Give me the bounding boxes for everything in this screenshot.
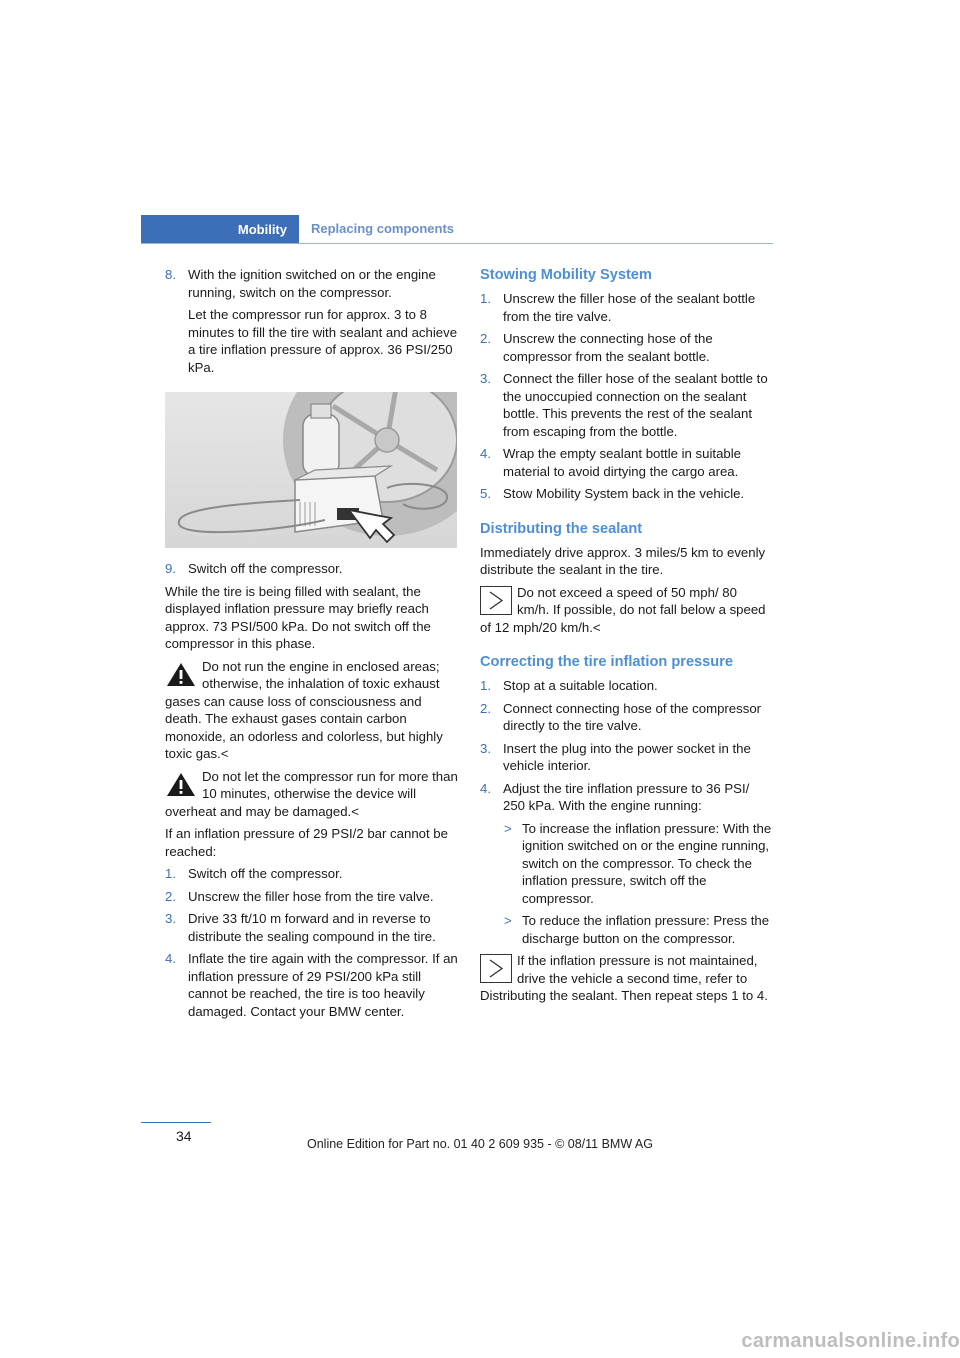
step-number: 3. <box>480 371 491 386</box>
watermark: carmanualsonline.info <box>741 1330 960 1352</box>
heading-correcting: Correcting the tire inflation pressure <box>480 654 734 670</box>
step-number: 4. <box>480 446 491 461</box>
step-number: 1. <box>480 678 491 693</box>
left-column <box>165 266 458 1025</box>
note-pressure-not-maintained <box>480 952 772 1005</box>
heading-stowing: Stowing Mobility System <box>480 267 652 283</box>
warning-text: Do not let the compressor run for more than 10 minutes, otherwise the device will overheat and may be damaged. <box>165 768 458 819</box>
sub-item-text: To increase the inflation pressure: With the ignition switched on or the engine running, switch on the compressor. To check the inflation pressure, switch off the compressor. <box>522 820 772 906</box>
step-8 <box>165 266 458 376</box>
list-item <box>480 485 772 503</box>
note-arrow-icon <box>480 586 512 615</box>
step-number: 9. <box>165 561 176 576</box>
warning-icon <box>165 660 197 689</box>
section-tab: Mobility <box>141 215 299 243</box>
warning-note-exhaust <box>165 658 458 763</box>
footer-rule <box>141 1122 211 1123</box>
step-number: 2. <box>480 331 491 346</box>
sub-item <box>503 912 772 947</box>
step-text: Connect connecting hose of the compressor directly to the tire valve. <box>503 700 762 733</box>
chapter-title: Replacing components <box>311 221 455 236</box>
step-text: Adjust the tire inflation pressure to 36 PSI/ 250 kPa. With the engine running: <box>503 780 750 813</box>
note-speed <box>480 584 772 637</box>
step-text: Unscrew the connecting hose of the compressor from the sealant bottle. <box>503 331 713 364</box>
step-text: Stow Mobility System back in the vehicle. <box>503 486 745 501</box>
step-number: 1. <box>480 291 491 306</box>
step-9 <box>165 560 458 578</box>
step-text: Switch off the compressor. <box>188 866 343 881</box>
list-item <box>165 865 458 883</box>
filling-paragraph: While the tire is being filled with sealant, the displayed inflation pressure may briefly reach approx. 73 PSI/500 kPa. Do not switch off the compressor in this phase. <box>165 583 431 651</box>
step-number: 2. <box>165 888 176 904</box>
list-item <box>165 950 458 1020</box>
step-text: Unscrew the filler hose from the tire valve. <box>188 888 434 904</box>
sub-item-text: To reduce the inflation pressure: Press the discharge button on the compressor. <box>522 913 770 946</box>
step-text: Connect the filler hose of the sealant bottle to the unoccupied connection on the sealant bottle. This prevents the rest of the sealant from escaping from the bottle. <box>503 371 768 439</box>
step-text: Inflate the tire again with the compressor. If an inflation pressure of 29 PSI/200 kPa still cannot be reached, the tire is too heavily damaged. Contact your BMW center. <box>188 951 458 1019</box>
warning-text: Do not run the engine in enclosed areas; otherwise, the inhalation of toxic exhaust gases can cause loss of consciousness and death. The exhaust gases contain carbon monoxide, an odorless and colorless, but highly toxic gas. <box>165 658 443 761</box>
step-text: Unscrew the filler hose of the sealant bottle from the tire valve. <box>503 291 756 324</box>
bullet-arrow: > <box>504 820 512 836</box>
page-number: 34 <box>176 1128 192 1144</box>
step-number: 2. <box>480 700 491 716</box>
end-mark: < <box>351 803 359 819</box>
right-column <box>480 266 772 1010</box>
sub-item <box>503 820 772 908</box>
list-item <box>165 888 458 906</box>
step-number: 3. <box>165 911 176 926</box>
note-text: Do not exceed a speed of 50 mph/ 80 km/h. If possible, do not fall below a speed of 12 mph/20 km/h. <box>480 584 766 635</box>
step-text: With the ignition switched on or the engine running, switch on the compressor. <box>188 267 436 300</box>
step-text: Stop at a suitable location. <box>503 678 658 693</box>
list-item <box>480 740 772 775</box>
step-number: 4. <box>165 951 176 966</box>
page-header <box>141 215 773 244</box>
list-item <box>480 370 772 440</box>
warning-icon <box>165 770 197 799</box>
list-item <box>480 290 772 325</box>
footer-edition: Online Edition for Part no. 01 40 2 609 935 - © 08/11 BMW AG <box>307 1137 653 1151</box>
step-number: 5. <box>480 486 491 501</box>
step-detail: Let the compressor run for approx. 3 to 8 minutes to fill the tire with sealant and achieve a tire inflation pressure of approx. 36 PSI/250 kPa. <box>188 307 458 375</box>
compressor-illustration-graphic <box>165 392 457 548</box>
step-number: 4. <box>480 780 491 796</box>
note-arrow-icon <box>480 954 512 983</box>
list-item <box>480 677 772 695</box>
heading-distributing: Distributing the sealant <box>480 520 643 537</box>
pressure-condition: If an inflation pressure of 29 PSI/2 bar cannot be reached: <box>165 826 448 859</box>
end-mark: < <box>220 746 229 761</box>
step-number: 8. <box>165 267 176 282</box>
list-item <box>480 700 772 735</box>
list-item <box>480 780 772 948</box>
step-number: 3. <box>480 740 491 756</box>
step-text: Wrap the empty sealant bottle in suitable material to avoid dirtying the cargo area. <box>503 446 741 479</box>
note-text: If the inflation pressure is not maintained, drive the vehicle a second time, refer to Distributing the sealant. Then repeat steps 1 to 4. <box>480 953 768 1003</box>
bullet-arrow: > <box>504 913 512 928</box>
list-item <box>480 445 772 480</box>
end-mark: < <box>592 619 601 635</box>
step-text: Insert the plug into the power socket in the vehicle interior. <box>503 740 751 773</box>
compressor-illustration <box>165 392 457 548</box>
step-text: Switch off the compressor. <box>188 561 343 576</box>
list-item <box>480 330 772 365</box>
step-text: Drive 33 ft/10 m forward and in reverse to distribute the sealing compound in the tire. <box>188 911 436 944</box>
step-number: 1. <box>165 866 176 881</box>
warning-note-overheat <box>165 768 458 821</box>
distribute-paragraph: Immediately drive approx. 3 miles/5 km to evenly distribute the sealant in the tire. <box>480 544 766 577</box>
list-item <box>165 910 458 945</box>
